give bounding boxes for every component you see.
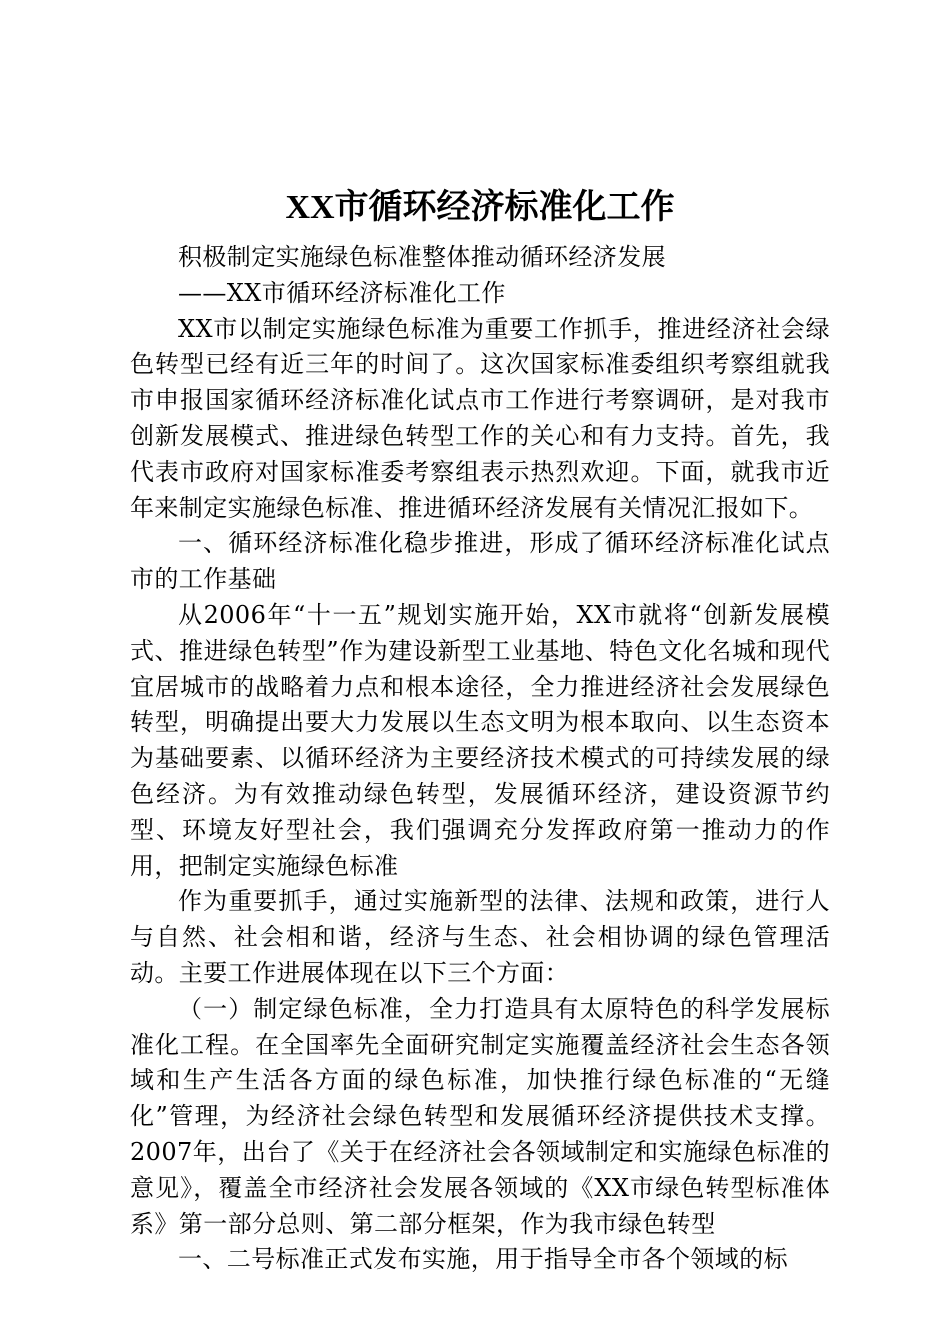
document-byline: ——XX市循环经济标准化工作 — [178, 278, 506, 307]
section-heading-1: 一、循环经济标准化稳步推进，形成了循环经济标准化试点市的工作基础 — [130, 529, 830, 594]
paragraph-intro: XX市以制定实施绿色标准为重要工作抓手，推进经济社会绿色转型已经有近三年的时间了。这次国家标准委组织考察组就我市申报国家循环经济标准化试点市工作进行考察调研，是对我市创新发展模式、推进绿色转型工作的关心和有力支持。首先，我代表市政府对国家标准委考察组表示热烈欢迎。下面，就我市近年来制定实施绿色标准、推进循环经济发展有关情况汇报如下。 — [130, 314, 830, 522]
document-subtitle: 积极制定实施绿色标准整体推动循环经济发展 — [178, 243, 666, 271]
paragraph-green-standards: （一）制定绿色标准，全力打造具有太原特色的科学发展标准化工程。在全国率先全面研究制定实施覆盖经济社会生态各领域和生产生活各方面的绿色标准，加快推行绿色标准的“无缝化”管理，为经济社会绿色转型和发展循环经济提供技术支撑。2007年，出台了《关于在经济社会各领域制定和实施绿色标准的意见》，覆盖全市经济社会发展各领域的《XX市绿色转型标准体系》第一部分总则、第二部分框架，作为我市绿色转型 — [130, 994, 830, 1238]
paragraph-progress: 作为重要抓手，通过实施新型的法律、法规和政策，进行人与自然、社会相和谐，经济与生态、社会相协调的绿色管理活动。主要工作进展体现在以下三个方面： — [130, 887, 830, 987]
document-title: XX市循环经济标准化工作 — [285, 189, 675, 226]
paragraph-background: 从2006年“十一五”规划实施开始，XX市就将“创新发展模式、推进绿色转型”作为建设新型工业基地、特色文化名城和现代宜居城市的战略着力点和根本途径，全力推进经济社会发展绿色转型，明确提出要大力发展以生态文明为根本取向、以生态资本为基础要素、以循环经济为主要经济技术模式的可持续发展的绿色经济。为有效推动绿色转型，发展循环经济，建设资源节约型、环境友好型社会，我们强调充分发挥政府第一推动力的作用，把制定实施绿色标准 — [130, 600, 830, 880]
paragraph-continuation: 一、二号标准正式发布实施，用于指导全市各个领域的标 — [178, 1245, 788, 1274]
document-page — [130, 176, 830, 1278]
